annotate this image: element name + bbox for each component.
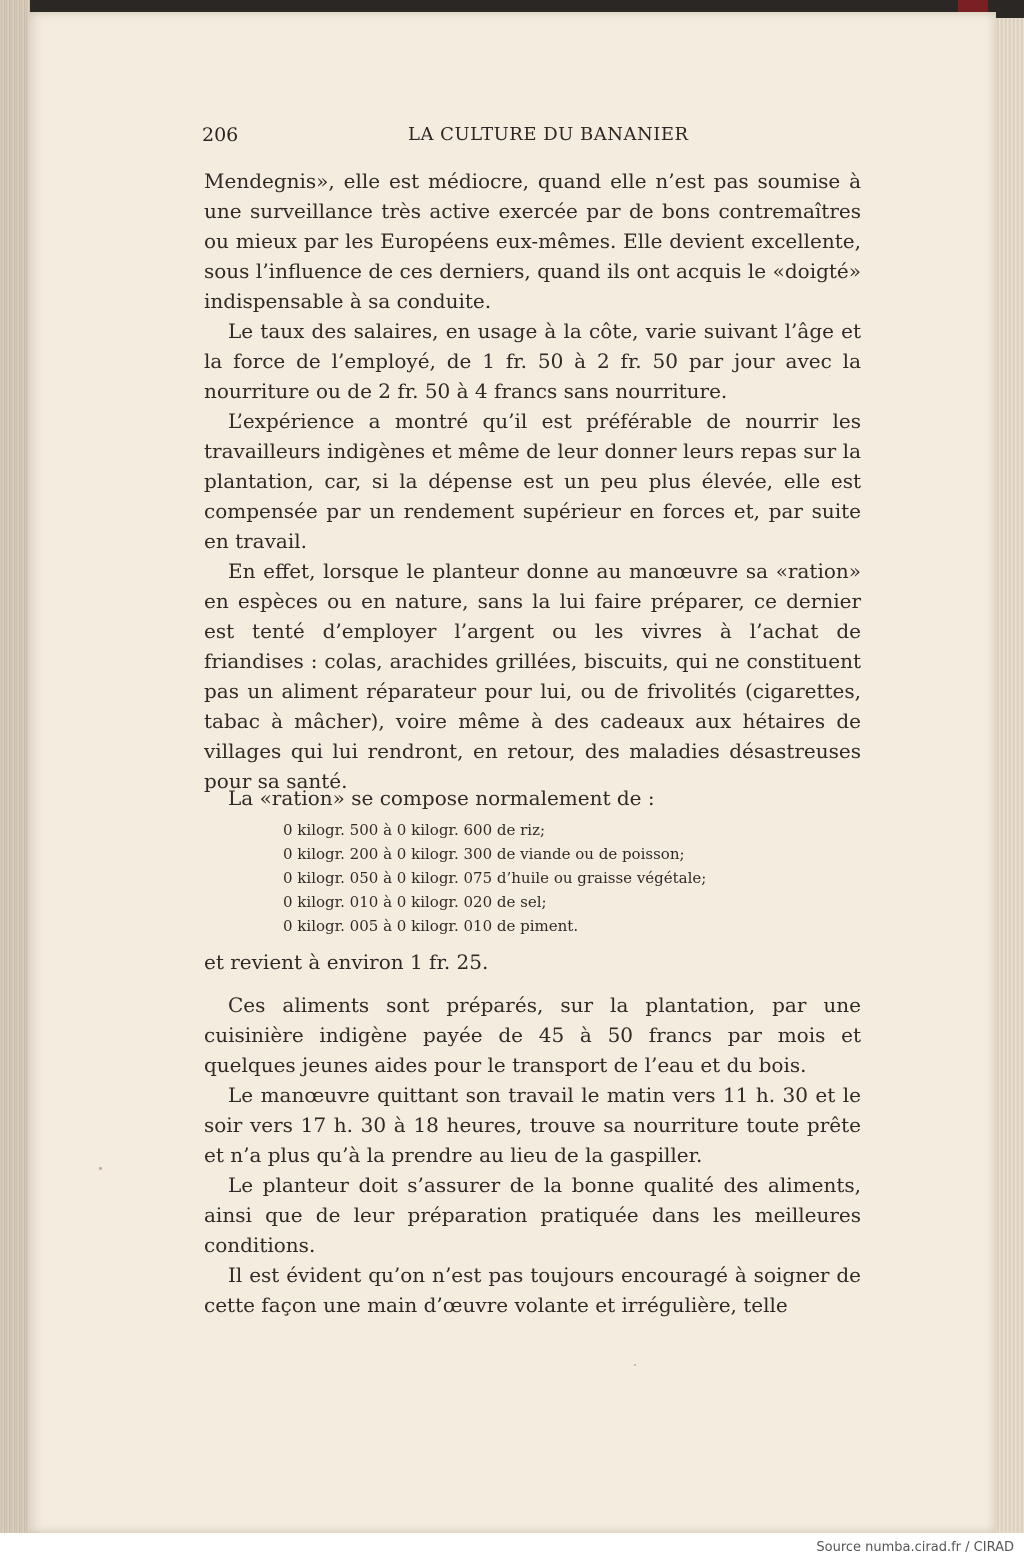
text-block-lower	[204, 990, 861, 1320]
ration-list	[283, 818, 803, 938]
list-item: 0 kilogr. 500 à 0 kilogr. 600 de riz;	[283, 821, 546, 839]
page-number: 206	[202, 124, 239, 146]
ration-intro-text: La «ration» se compose normalement de :	[228, 786, 655, 810]
book-edge-right	[992, 18, 1024, 1533]
list-item: 0 kilogr. 050 à 0 kilogr. 075 d’huile ou graisse végétale;	[283, 869, 707, 887]
paragraph: Il est évident qu’on n’est pas toujours encouragé à soigner de cette façon une main d’œuvre volante et irrégulière, telle	[204, 1263, 861, 1317]
paragraph: Le manœuvre quittant son travail le matin vers 11 h. 30 et le soir vers 17 h. 30 à 18 heures, trouve sa nourriture toute prête et n’a plus qu’à la prendre au lieu de la gaspiller.	[204, 1083, 861, 1167]
paragraph: Le planteur doit s’assurer de la bonne qualité des aliments, ainsi que de leur préparation pratiquée dans les meilleures conditions.	[204, 1173, 861, 1257]
paragraph: Le taux des salaires, en usage à la côte, varie suivant l’âge et la force de l’employé, de 1 fr. 50 à 2 fr. 50 par jour avec la nourriture ou de 2 fr. 50 à 4 francs sans nourriture.	[204, 319, 861, 403]
list-item: 0 kilogr. 200 à 0 kilogr. 300 de viande ou de poisson;	[283, 845, 685, 863]
book-edge-left	[0, 0, 30, 1533]
list-item: 0 kilogr. 005 à 0 kilogr. 010 de piment.	[283, 917, 579, 935]
source-credit: Source numba.cirad.fr / CIRAD	[816, 1540, 1014, 1555]
paper-speck	[634, 1364, 636, 1366]
running-title: LA CULTURE DU BANANIER	[408, 124, 689, 145]
ration-cost-text: et revient à environ 1 fr. 25.	[204, 950, 489, 974]
text-block-upper	[204, 166, 861, 796]
ration-intro	[204, 783, 861, 813]
paragraph: L’expérience a montré qu’il est préférable de nourrir les travailleurs indigènes et même de leur donner leurs repas sur la plantation, car, si la dépense est un peu plus élevée, elle est compensée par un rendement supérieur en forces et, par suite en travail.	[204, 409, 861, 553]
paper-speck	[99, 1167, 102, 1170]
ration-cost	[204, 947, 861, 977]
paragraph: En effet, lorsque le planteur donne au manœuvre sa «ration» en espèces ou en nature, sans la lui faire préparer, ce dernier est tenté d’employer l’argent ou les vivres à l’achat de friandises : colas, arachides grillées, biscuits, qui ne constituent pas un aliment réparateur pour lui, ou de frivolités (cigarettes, tabac à mâcher), voire même à des cadeaux aux hétaires de villages qui lui rendront, en retour, des maladies désastreuses pour sa santé.	[204, 559, 861, 793]
paragraph: Mendegnis», elle est médiocre, quand elle n’est pas soumise à une surveillance très active exercée par de bons contremaîtres ou mieux par les Européens eux-mêmes. Elle devient excellente, sous l’influence de ces derniers, quand ils ont acquis le «doigté» indispensable à sa conduite.	[204, 169, 861, 313]
list-item: 0 kilogr. 010 à 0 kilogr. 020 de sel;	[283, 893, 547, 911]
paragraph: Ces aliments sont préparés, sur la plantation, par une cuisinière indigène payée de 45 à 50 francs par mois et quelques jeunes aides pour le transport de l’eau et du bois.	[204, 993, 861, 1077]
